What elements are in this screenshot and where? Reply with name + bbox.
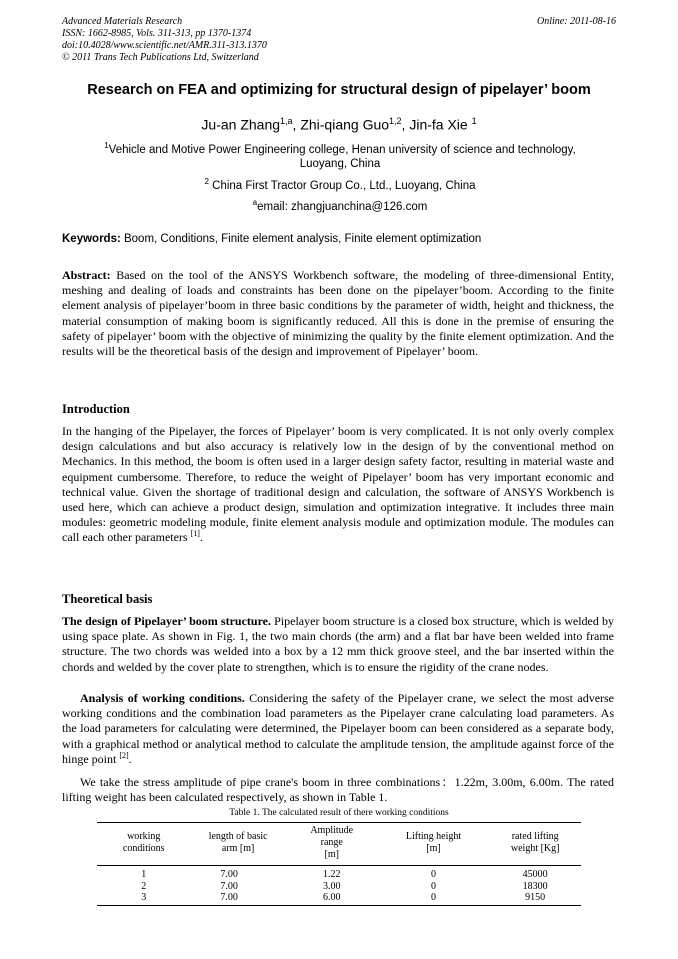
header-line: Amplitude xyxy=(310,825,354,836)
table-cell: 0 xyxy=(378,892,490,905)
table-cell: 9150 xyxy=(489,892,581,905)
author-affil-mark: 1,a xyxy=(280,116,293,126)
abstract-label: Abstract: xyxy=(62,268,111,282)
theory-paragraph-2 xyxy=(62,691,614,767)
author-name: Zhi-qiang Guo xyxy=(300,116,390,133)
table-row xyxy=(97,866,581,881)
theory-paragraph-3: We take the stress amplitude of pipe crane's boom in three combinations：1.22m, 3.00m, 6.00m. The rated lifting weight has been calculated respectively, as shown in Table 1. xyxy=(62,775,614,805)
column-header xyxy=(489,823,581,866)
section-heading-introduction: Introduction xyxy=(62,402,130,416)
table-cell: 7.00 xyxy=(190,892,285,905)
copyright-line: © 2011 Trans Tech Publications Ltd, Switzerland xyxy=(62,52,259,63)
abstract-text: Based on the tool of the ANSYS Workbench software, the modeling of three-dimensional Entity, meshing and dealing of loads and constraints has been done on the pipelayer’boom. According to the finite element analysis of pipelayer’boom in three basic conditions by the parameter of width, height and thickness, the material consumption of making boom is significantly reduced. All this is done in the premise of ensuring the safety of pipelayer’ boom with the objective of minimizing the quality by the finite element optimization. And the results will be the theoretical basis of the design and improvement of Pipelayer’ boom. xyxy=(62,268,614,359)
author-separator: , xyxy=(292,116,301,133)
table-cell: 7.00 xyxy=(220,869,238,880)
abstract xyxy=(62,268,614,359)
column-header xyxy=(190,823,285,866)
running-header xyxy=(62,16,267,64)
sentence-end: . xyxy=(128,751,132,766)
online-date: Online: 2011-08-16 xyxy=(537,16,616,27)
header-line: working xyxy=(127,831,161,842)
section-heading-theoretical-basis: Theoretical basis xyxy=(62,592,153,606)
header-line: [m] xyxy=(426,843,441,854)
table-row xyxy=(97,881,581,893)
doi-line[interactable]: doi:10.4028/www.scientific.net/AMR.311-313.1370 xyxy=(62,40,267,51)
table-cell: 0 xyxy=(431,869,436,880)
author-name: Jin-fa Xie xyxy=(409,116,472,133)
table-header-row xyxy=(97,823,581,866)
author-list xyxy=(0,116,678,133)
table-cell: 6.00 xyxy=(286,892,378,905)
author-separator: , xyxy=(401,116,410,133)
introduction-paragraph xyxy=(62,424,614,546)
header-line: rated lifting xyxy=(511,831,559,842)
header-line: weight [Kg] xyxy=(510,843,560,854)
table-caption: Table 1. The calculated result of there working conditions xyxy=(229,808,449,818)
header-line: arm [m] xyxy=(221,843,255,854)
table-cell: 1.22 xyxy=(322,869,341,880)
affiliation-1 xyxy=(80,139,600,171)
sentence-end: . xyxy=(199,530,203,545)
citation-ref[interactable]: [1] xyxy=(190,529,200,539)
keywords-text: Boom, Conditions, Finite element analysis, Finite element optimization xyxy=(120,233,482,245)
header-line: range xyxy=(320,837,343,848)
citation-ref[interactable]: [2] xyxy=(119,750,129,760)
results-table xyxy=(97,822,581,906)
journal-name: Advanced Materials Research xyxy=(62,16,183,27)
column-header xyxy=(97,823,190,866)
table-cell: 45000 xyxy=(522,869,548,880)
affiliation-2 xyxy=(80,175,600,193)
introduction-text: In the hanging of the Pipelayer, the forces of Pipelayer’ boom is very complicated. It is not only overly complex design calculations and but also accuracy is relatively low in the design of by the conventional method on Mechanics. In this method, the boom is often used in a larger design safety factor, resulting in material waste and equipment cumbersome. Therefore, to reduce the weight of Pipelayer’ boom has very important economic and technical value. Given the shortage of traditional design and calculation, the software of ANSYS Workbench is used here, which can achieve a product design, simulation and optimization integrative. It includes three main modules: geometric modeling module, finite element analysis module and optimization module. The modules can call each other parameters xyxy=(62,424,614,545)
table-row xyxy=(97,892,581,905)
affil-text: China First Tractor Group Co., Ltd., Luoyang, China xyxy=(208,179,476,192)
affil-mark: 2 xyxy=(204,177,209,186)
affil-text: Vehicle and Motive Power Engineering college, Henan university of science and technology, Luoyang, China xyxy=(108,143,576,170)
column-header xyxy=(286,823,378,866)
table-cell: 3 xyxy=(97,892,190,905)
author-affil-mark: 1,2 xyxy=(389,116,402,126)
paragraph-text: Considering the safety of the Pipelayer crane, we select the most adverse working conditions and the combination load parameters as the Pipelayer crane calculating load parameters. As the load parameters for calculating were determined, the Pipelayer boom can been considered as a separate body, with a graphical method or analytical method to calculate the amplitude tension, the amplitude against force of the hinge point xyxy=(62,691,615,766)
author-affil-mark: 1 xyxy=(471,116,477,126)
table-cell: 3.00 xyxy=(322,880,341,892)
run-in-heading: The design of Pipelayer’ boom structure. xyxy=(62,614,272,628)
paper-title: Research on FEA and optimizing for structural design of pipelayer’ boom xyxy=(87,82,591,98)
author-name: Ju-an Zhang xyxy=(201,116,281,133)
affil-mark: 1 xyxy=(104,141,109,150)
paragraph-text: Pipelayer boom structure is a closed box structure, which is welded by using space plate. As shown in Fig. 1, the two main chords (the arm) and a flat bar have been welded into frame structure. The two chords was welded into a box by a 12 mm thick groove steel, and the bar inserted within the chords and welded by the cover plate to strengthen, which is to ensure the rigidity of the crane nodes. xyxy=(62,614,615,674)
table-cell: 2 xyxy=(141,880,147,892)
issn-line: ISSN: 1662-8985, Vols. 311-313, pp 1370-1374 xyxy=(62,28,252,39)
keywords-label: Keywords: xyxy=(62,233,121,245)
author-email xyxy=(80,196,600,214)
header-line: Lifting height xyxy=(405,831,462,842)
table-cell: 18300 xyxy=(522,880,548,892)
column-header xyxy=(378,823,490,866)
email-text[interactable]: email: zhangjuanchina@126.com xyxy=(257,200,428,213)
header-line: conditions xyxy=(122,843,165,854)
header-line: length of basic xyxy=(208,831,268,842)
table-cell: 1 xyxy=(141,869,147,880)
table-cell: 0 xyxy=(431,880,436,892)
theory-paragraph-1 xyxy=(62,614,614,675)
header-line: [m] xyxy=(324,849,339,860)
run-in-heading: Analysis of working conditions. xyxy=(80,691,245,705)
table-cell: 7.00 xyxy=(220,880,238,892)
keywords xyxy=(62,233,618,245)
affil-mark: a xyxy=(252,198,258,207)
